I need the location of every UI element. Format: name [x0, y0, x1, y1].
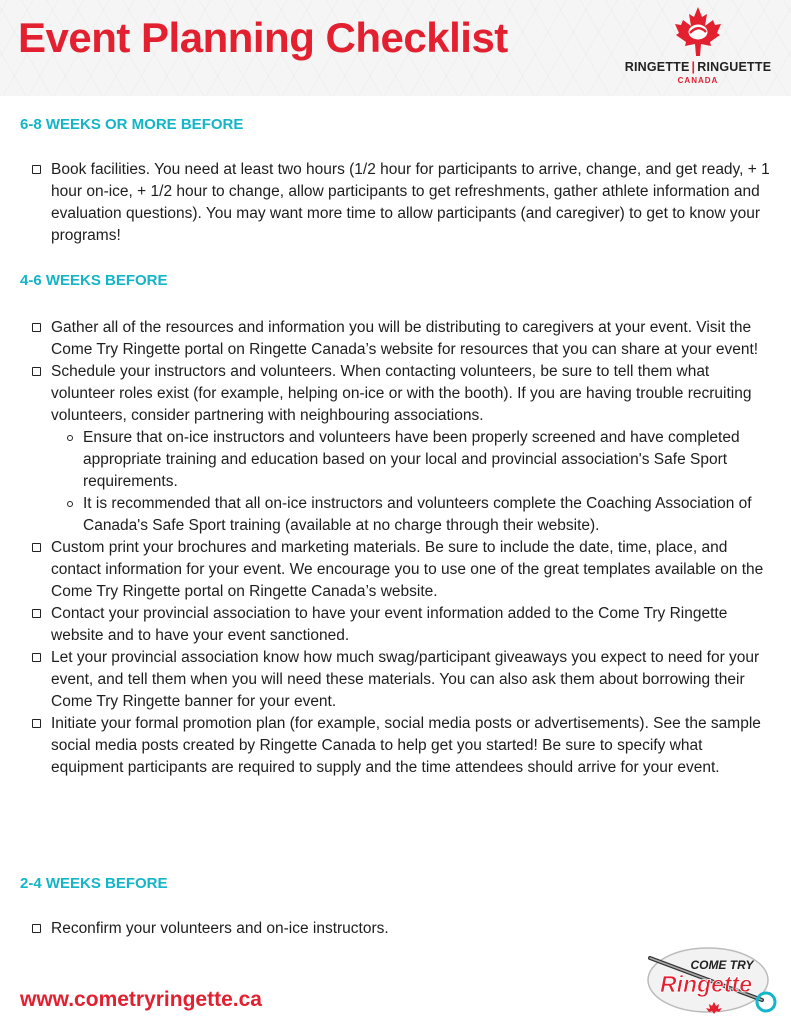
checklist-item — [30, 361, 770, 537]
bullet-icon — [67, 435, 73, 441]
come-try-ringette-badge-icon — [644, 944, 778, 1016]
sub-list-item-text: Ensure that on-ice instructors and volunteers have been properly screened and have completed appropriate training and education based on your local and provincial association's Safe Sport requirements. — [83, 429, 740, 490]
checklist-item-text: Gather all of the resources and information you will be distributing to caregivers at your event. Visit the Come Try Ringette portal on Ringette Canada’s website for resources that you can share at your event! — [51, 319, 759, 358]
footer-website-link[interactable]: www.cometryringette.ca — [20, 988, 262, 1011]
checklist-item-text: Schedule your instructors and volunteers. When contacting volunteers, be sure to tell them what volunteer roles exist (for example, helping on-ice or with the booth). If you are having trouble recruiting volunteers, consider partnering with neighbouring associations. — [51, 363, 752, 424]
maple-leaf-icon — [674, 6, 722, 58]
checklist-item — [30, 713, 770, 779]
logo-subtext: CANADA — [677, 76, 719, 85]
checklist-item-text: Book facilities. You need at least two hours (1/2 hour for participants to arrive, change, and get ready, + 1 hour on-ice, + 1/2 hour to change, allow participants to get refreshments, gather athlete information and evaluation questions). You may want more time to allow participants (and caregiver) to get to know your programs! — [51, 161, 770, 244]
checkbox-icon[interactable] — [32, 609, 41, 618]
checkbox-icon[interactable] — [32, 719, 41, 728]
bullet-icon — [67, 501, 73, 507]
badge-line2: Ringette — [660, 971, 752, 997]
logo-text-left: RINGETTE — [624, 60, 690, 74]
checklist-2-4-weeks — [30, 918, 770, 940]
page-header — [0, 0, 791, 96]
checklist-item — [30, 537, 770, 603]
checkbox-icon[interactable] — [32, 367, 41, 376]
checklist-item — [30, 317, 770, 361]
logo-text-right: RINGUETTE — [697, 60, 772, 74]
checklist-4-6-weeks — [30, 317, 770, 779]
checklist-item-text: Let your provincial association know how much swag/participant giveaways you expect to need for your event, and tell them when you will need these materials. You can also ask them about borrowing their Come Try Ringette banner for your event. — [51, 649, 760, 710]
checklist-item — [30, 918, 770, 940]
checklist-item-text: Reconfirm your volunteers and on-ice instructors. — [51, 920, 389, 937]
checklist-6-8-weeks — [30, 159, 770, 247]
checklist-item — [30, 647, 770, 713]
sub-list-item — [81, 493, 770, 537]
checklist-item-text: Initiate your formal promotion plan (for example, social media posts or advertisements). See the sample social media posts created by Ringette Canada to help get you started! Be sure to specify what equipment participants are required to supply and the time attendees should arrive for your event. — [51, 715, 761, 776]
checklist-item — [30, 603, 770, 647]
checklist-item-text: Custom print your brochures and marketing materials. Be sure to include the date, time, place, and contact information for your event. We encourage you to use one of the great templates available on the Come Try Ringette portal on Ringette Canada’s website. — [51, 539, 764, 600]
checkbox-icon[interactable] — [32, 165, 41, 174]
checkbox-icon[interactable] — [32, 323, 41, 332]
checklist-item-text: Contact your provincial association to have your event information added to the Come Try Ringette website and to have your event sanctioned. — [51, 605, 728, 644]
checkbox-icon[interactable] — [32, 653, 41, 662]
sub-list-item-text: It is recommended that all on-ice instructors and volunteers complete the Coaching Association of Canada's Safe Sport training (available at no charge through their website). — [83, 495, 752, 534]
checkbox-icon[interactable] — [32, 924, 41, 933]
badge-line1: COME TRY — [690, 958, 754, 972]
section-heading-2-4-weeks: 2-4 WEEKS BEFORE — [20, 875, 168, 892]
checklist-item — [30, 159, 770, 247]
section-heading-6-8-weeks: 6-8 WEEKS OR MORE BEFORE — [20, 116, 244, 133]
sub-list-item — [81, 427, 770, 493]
logo-wordmark: RINGETTE | RINGUETTE — [624, 60, 772, 74]
page-title: Event Planning Checklist — [18, 14, 508, 61]
checkbox-icon[interactable] — [32, 543, 41, 552]
section-heading-4-6-weeks: 4-6 WEEKS BEFORE — [20, 272, 168, 289]
ringette-canada-logo — [618, 6, 778, 92]
sub-list — [51, 427, 770, 537]
